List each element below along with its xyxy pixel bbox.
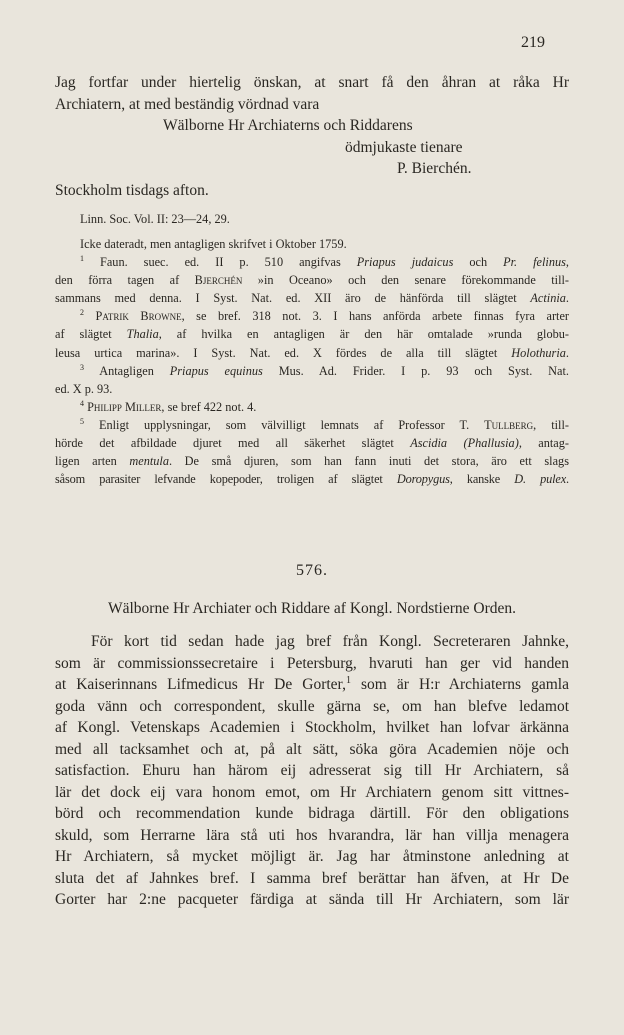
footnote-text: leusa urtica marina». I Syst. Nat. ed. X fördes de alla till slägtet [55, 345, 498, 360]
taxon-name: Pr. felinus [503, 255, 566, 270]
footnote-text: , antag- [518, 436, 570, 451]
footnote-text: , till- [533, 417, 569, 432]
footnote-text: Enligt upplysningar, som välvilligt lemnats af Professor T. [98, 417, 470, 432]
footnote-2 [55, 307, 569, 325]
taxon-name: Actinia [530, 291, 566, 306]
footnote-text: . [565, 291, 569, 306]
body-text: som är H:r Archiaterns gamla [351, 676, 569, 693]
footnote-1-line [55, 289, 569, 307]
footnote-text: , se bref. 318 not. 3. I hans anförda arbete finnas fyra arter [181, 309, 570, 324]
body-line: lär det dock eij vara honom emot, om Hr Archiatern genom sitt vittnes- [55, 783, 569, 801]
footnote-intro: Icke dateradt, men antagligen skrifvet i Oktober 1759. [80, 237, 347, 251]
letter-number: 576. [296, 562, 328, 579]
taxon-name: mentula [129, 454, 169, 469]
closing-line: Archiatern, at med beständig vördnad vara [55, 95, 320, 113]
footnote-5-line [55, 470, 569, 488]
footnote-text: Antagligen [99, 363, 154, 378]
footnote-1-line [55, 271, 569, 289]
salutation: Wälborne Hr Archiater och Riddare af Kongl. Nordstierne Orden. [107, 600, 517, 617]
footnote-text: Mus. Ad. Frider. I p. 93 och Syst. Nat. [278, 363, 569, 378]
footnote-text: . De små djuren, som han fann inuti det stora, äro ett slags [168, 454, 569, 469]
footnote-mark: 4 [80, 398, 84, 408]
footnote-mark: 5 [80, 416, 84, 426]
footnote-1 [55, 253, 569, 271]
closing-line: ödmjukaste tienare [345, 138, 463, 156]
body-line: goda vänn och correspondent, skulle gärna se, om han blefve ledamot [55, 697, 569, 715]
taxon-name: Holothuria [511, 345, 566, 360]
body-line: börd och recommendation kunde bidraga därtill. För den obligations [55, 805, 569, 822]
footnote-text: såsom parasiter lefvande kopepoder, troligen af slägtet [55, 472, 383, 487]
footnote-5-line [55, 434, 569, 452]
taxon-name: Ascidia (Phallusia) [410, 436, 519, 451]
place-date: Stockholm tisdags afton. [55, 181, 209, 199]
body-text: at Kaiserinnans Lifmedicus Hr De Gorter, [55, 676, 346, 693]
footnote-4 [55, 398, 569, 416]
footnote-mark: 3 [80, 362, 84, 372]
footnote-mark: 1 [80, 254, 84, 263]
person-name: Patrik Browne [95, 309, 182, 324]
body-line: Hr Archiatern, så mycket möjligt är. Jag har åtminstone anledning at [55, 848, 569, 865]
footnote-text: sammans med denna. I Syst. Nat. ed. XII äro de hänförda till slägtet [55, 291, 517, 306]
footnote-text: , [565, 255, 569, 270]
footnote-mark: 2 [80, 308, 84, 318]
body-line: som är commissionssecretaire i Petersburg, hvaruti han ger vid handen [55, 654, 569, 672]
body-line: satisfaction. Ehuru han härom eij adresserat sig till Hr Archiatern, så [55, 762, 569, 779]
body-line: med all tacksamhet och at, på alt sätt, söka göra Academien nöje och [55, 740, 569, 758]
footnote-5 [55, 416, 569, 434]
closing-line: Wälborne Hr Archiaterns och Riddarens [163, 117, 413, 134]
footnote-text: af slägtet [55, 327, 112, 342]
body-line: För kort tid sedan hade jag bref från Kongl. Secreteraren Jahnke, [91, 633, 569, 650]
footnote-text: och [469, 255, 488, 270]
person-name: Bjerchén [194, 273, 243, 288]
footnote-text: . [565, 345, 569, 360]
taxon-name: Thalia [126, 327, 159, 342]
footnote-text: ligen arten [55, 454, 117, 469]
footnote-3 [55, 362, 569, 380]
taxon-name: D. pulex [514, 472, 567, 487]
body-line: af Kongl. Vetenskaps Academien i Stockholm, hvilket han lofvar ärkänna [55, 719, 569, 736]
footnotes [55, 235, 569, 488]
footnote-3-line: ed. X p. 93. [55, 381, 113, 396]
source-note: Linn. Soc. Vol. II: 23—24, 29. [80, 212, 230, 226]
body-line [55, 674, 569, 696]
footnote-text: . [566, 472, 569, 487]
page-number: 219 [521, 34, 545, 51]
letter-closing [55, 72, 569, 201]
footnote-text: , se bref 422 not. 4. [161, 399, 257, 414]
body-line: skuld, som Herrarne lära stå uti hos hvarandra, lär han villja menagera [55, 826, 569, 844]
footnote-text: »in Oceano» och den senare förekommande till- [257, 273, 569, 288]
taxon-name: Priapus equinus [169, 363, 263, 378]
closing-line: Jag fortfar under hiertelig önskan, at snart få den åhran at råka Hr [55, 74, 569, 91]
person-name: Tullberg [484, 417, 534, 432]
person-name: Philipp Miller [87, 399, 162, 414]
body-line: sluta det af Jahnkes bref. I samma bref berättar han äfven, at Hr De [55, 869, 569, 887]
footnote-2-line [55, 325, 569, 343]
footnote-2-line [55, 344, 569, 362]
footnote-mark: 1 [345, 674, 351, 686]
taxon-name: Doropygus [396, 472, 450, 487]
footnote-text: Faun. suec. ed. II p. 510 angifvas [100, 255, 341, 270]
footnote-text: hörde det afbildade djuret med all säkerhet slägtet [55, 436, 394, 451]
footnote-text: , af hvilka en antagligen är den här omtalade »runda globu- [158, 327, 570, 342]
body-line: Gorter har 2:ne pacqueter färdiga at sända till Hr Archiatern, som lär [55, 891, 569, 908]
signature: P. Bierchén. [397, 160, 472, 177]
taxon-name: Priapus judaicus [356, 255, 454, 270]
footnote-text: den förra tagen af [55, 273, 180, 288]
footnote-text: , kanske [449, 472, 501, 487]
footnote-5-line [55, 452, 569, 470]
letter-body [55, 631, 569, 911]
